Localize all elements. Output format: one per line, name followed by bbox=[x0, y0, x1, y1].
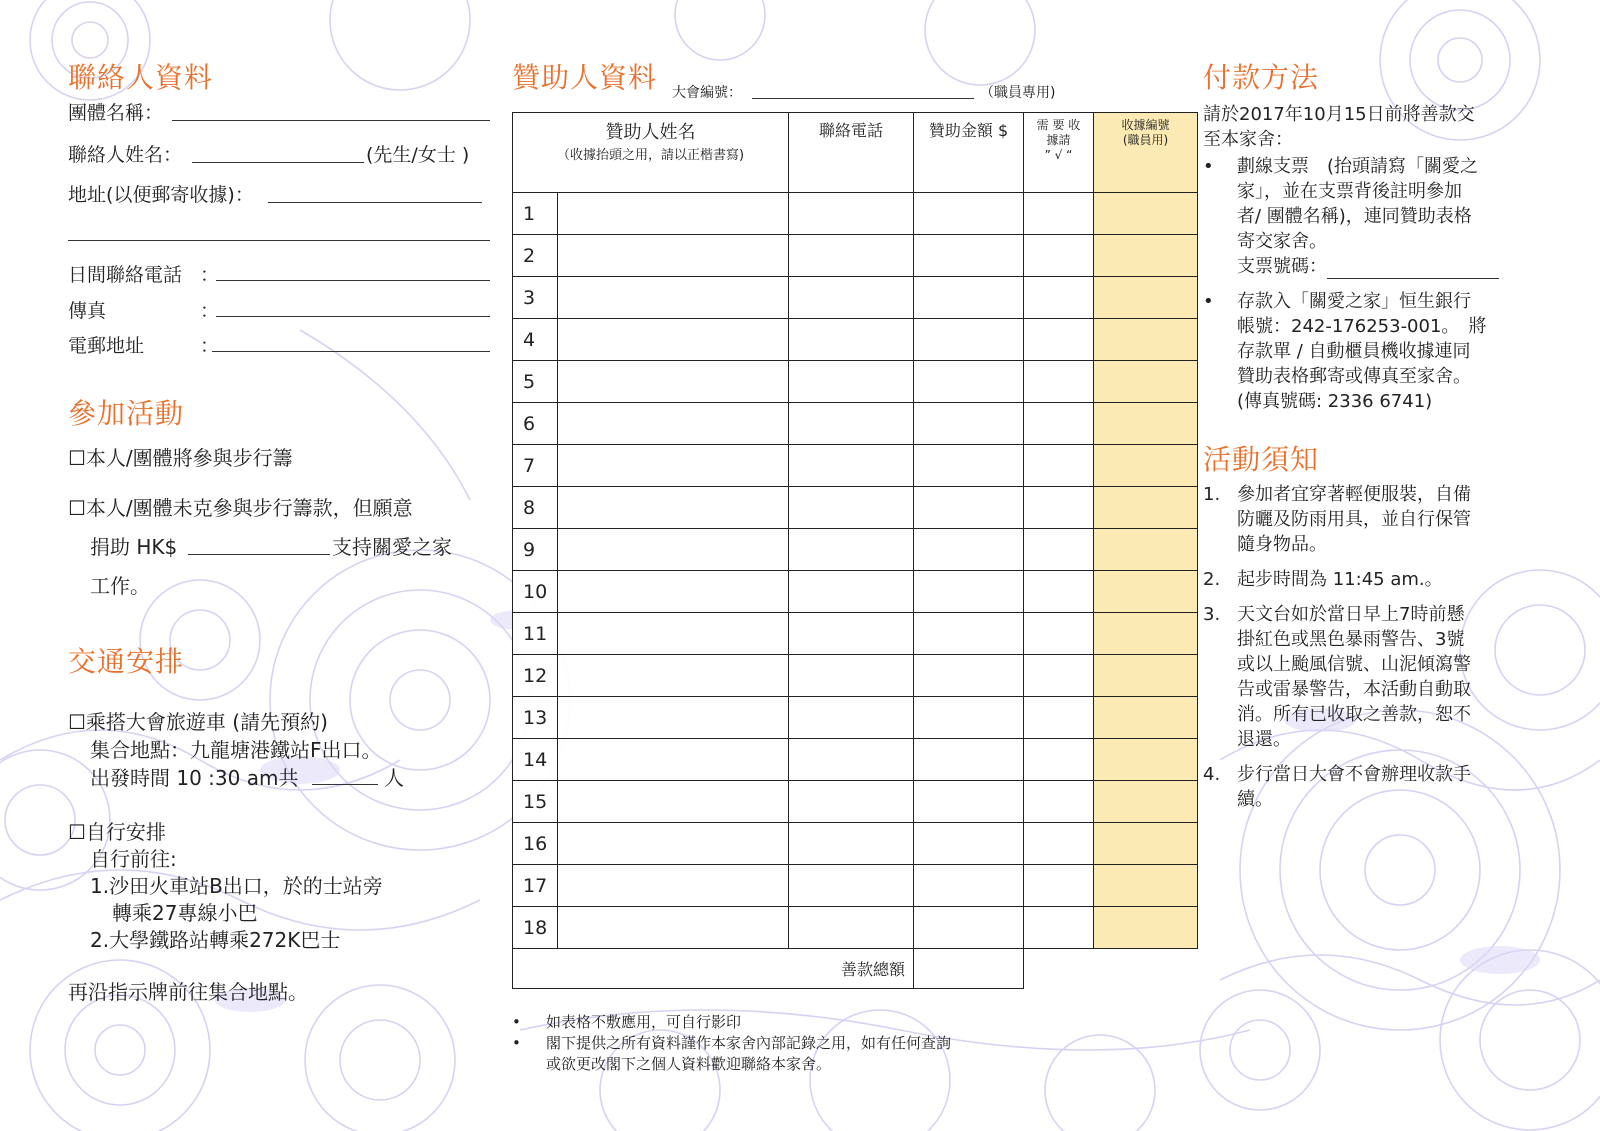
receipt-needed-cell[interactable] bbox=[1024, 571, 1094, 613]
notice-num: 2. bbox=[1203, 569, 1221, 590]
row-number: 8 bbox=[513, 487, 558, 529]
row-number: 14 bbox=[513, 739, 558, 781]
notice-num: 3. bbox=[1203, 604, 1221, 625]
receipt-needed-cell[interactable] bbox=[1024, 277, 1094, 319]
transport-final-note: 再沿指示牌前往集合地點。 bbox=[68, 980, 308, 1004]
notice-line: 步行當日大會不會辦理收款手 bbox=[1237, 764, 1471, 785]
sponsor-notes bbox=[512, 1012, 951, 1075]
row-number: 13 bbox=[513, 697, 558, 739]
sponsor-phone-cell[interactable] bbox=[789, 487, 914, 529]
col-amount-header: 贊助金額 $ bbox=[914, 113, 1024, 193]
receipt-needed-cell[interactable] bbox=[1024, 445, 1094, 487]
sponsor-phone-cell[interactable] bbox=[789, 193, 914, 235]
notice-item bbox=[1203, 482, 1533, 557]
receipt-needed-cell[interactable] bbox=[1024, 655, 1094, 697]
sponsor-amount-cell[interactable] bbox=[914, 277, 1024, 319]
sponsor-phone-cell[interactable] bbox=[789, 613, 914, 655]
col-name-note: （收據抬頭之用，請以正楷書寫) bbox=[556, 148, 745, 163]
table-row bbox=[513, 865, 1198, 907]
notice-item bbox=[1203, 567, 1533, 592]
receipt-needed-cell[interactable] bbox=[1024, 739, 1094, 781]
email-label: 電郵地址 bbox=[68, 335, 145, 357]
self-route-1a: 1.沙田火車站B出口，於的士站旁 bbox=[90, 874, 383, 898]
sponsor-phone-cell[interactable] bbox=[789, 529, 914, 571]
receipt-needed-cell[interactable] bbox=[1024, 865, 1094, 907]
row-number: 1 bbox=[513, 193, 558, 235]
table-row bbox=[513, 445, 1198, 487]
sponsor-phone-cell[interactable] bbox=[789, 865, 914, 907]
notice-line: 參加者宜穿著輕便服裝，自備 bbox=[1237, 484, 1471, 505]
activity-option-walk[interactable]: ☐本人/團體將參與步行籌 bbox=[68, 446, 293, 470]
receipt-no-cell bbox=[1094, 739, 1198, 781]
receipt-needed-cell[interactable] bbox=[1024, 781, 1094, 823]
receipt-no-cell bbox=[1094, 655, 1198, 697]
col-name-header bbox=[513, 113, 789, 193]
receipt-needed-cell[interactable] bbox=[1024, 235, 1094, 277]
sponsor-name-cell[interactable] bbox=[558, 529, 789, 571]
receipt-needed-cell[interactable] bbox=[1024, 613, 1094, 655]
row-number: 7 bbox=[513, 445, 558, 487]
address-field-1[interactable] bbox=[268, 182, 482, 203]
donate-amount-field[interactable] bbox=[188, 534, 330, 555]
cheque-line: 者/ 團體名稱)，連同贊助表格 bbox=[1237, 206, 1472, 227]
receipt-needed-cell[interactable] bbox=[1024, 907, 1094, 949]
receipt-no-cell bbox=[1094, 613, 1198, 655]
activity-option-donate[interactable]: ☐本人/團體未克參與步行籌款，但願意 bbox=[68, 496, 413, 520]
table-row bbox=[513, 193, 1198, 235]
sponsor-name-cell[interactable] bbox=[558, 907, 789, 949]
sponsor-amount-cell[interactable] bbox=[914, 823, 1024, 865]
table-row bbox=[513, 529, 1198, 571]
row-number: 17 bbox=[513, 865, 558, 907]
payment-title: 付款方法 bbox=[1203, 61, 1320, 94]
sponsor-phone-cell[interactable] bbox=[789, 823, 914, 865]
sponsor-name-cell[interactable] bbox=[558, 277, 789, 319]
bullet: • bbox=[1203, 156, 1214, 177]
cheque-number-label: 支票號碼： bbox=[1237, 256, 1327, 277]
col-receipt-no-line2: (職員用) bbox=[1122, 133, 1169, 147]
phone-colon: ： bbox=[200, 264, 220, 286]
deposit-line: 存款入「關愛之家」恒生銀行 bbox=[1237, 291, 1471, 312]
sponsor-note-2 bbox=[512, 1033, 951, 1054]
contact-name-suffix: (先生/女士 ) bbox=[366, 144, 470, 166]
row-number: 9 bbox=[513, 529, 558, 571]
row-number: 6 bbox=[513, 403, 558, 445]
ref-label: 大會編號： bbox=[672, 85, 742, 101]
receipt-no-cell bbox=[1094, 193, 1198, 235]
notice-line: 天文台如於當日早上7時前懸 bbox=[1237, 604, 1465, 625]
receipt-no-cell bbox=[1094, 277, 1198, 319]
sponsor-name-cell[interactable] bbox=[558, 739, 789, 781]
row-number: 16 bbox=[513, 823, 558, 865]
transport-title: 交通安排 bbox=[68, 645, 185, 678]
notice-line: 退還。 bbox=[1237, 729, 1291, 750]
activity-title: 參加活動 bbox=[68, 397, 185, 430]
sponsor-amount-cell[interactable] bbox=[914, 739, 1024, 781]
self-to-label: 自行前往: bbox=[90, 847, 177, 871]
sponsor-phone-cell[interactable] bbox=[789, 697, 914, 739]
email-field[interactable] bbox=[212, 331, 490, 352]
row-number: 4 bbox=[513, 319, 558, 361]
org-name-field[interactable] bbox=[172, 100, 490, 121]
email-colon: ： bbox=[200, 335, 220, 357]
row-number: 10 bbox=[513, 571, 558, 613]
sponsor-phone-cell[interactable] bbox=[789, 571, 914, 613]
total-amount-cell[interactable] bbox=[914, 949, 1024, 989]
sponsor-amount-cell[interactable] bbox=[914, 865, 1024, 907]
sponsor-name-cell[interactable] bbox=[558, 361, 789, 403]
fax-colon: ： bbox=[200, 300, 220, 322]
transport-self-option[interactable]: ☐自行安排 bbox=[68, 820, 166, 844]
sponsor-name-cell[interactable] bbox=[558, 235, 789, 277]
bullet: • bbox=[512, 1034, 521, 1052]
receipt-no-cell bbox=[1094, 403, 1198, 445]
sponsor-amount-cell[interactable] bbox=[914, 697, 1024, 739]
payment-intro-1: 請於2017年10月15日前將善款交 bbox=[1203, 104, 1475, 125]
sponsor-name-cell[interactable] bbox=[558, 445, 789, 487]
sponsor-phone-cell[interactable] bbox=[789, 739, 914, 781]
table-row bbox=[513, 613, 1198, 655]
address-field-2[interactable] bbox=[68, 220, 490, 241]
receipt-no-cell bbox=[1094, 907, 1198, 949]
notice-line: 隨身物品。 bbox=[1237, 534, 1327, 555]
contact-name-label: 聯絡人姓名： bbox=[68, 144, 183, 166]
sponsor-phone-cell[interactable] bbox=[789, 445, 914, 487]
row-number: 15 bbox=[513, 781, 558, 823]
table-row bbox=[513, 571, 1198, 613]
receipt-needed-cell[interactable] bbox=[1024, 487, 1094, 529]
deposit-line: 存款單 / 自動櫃員機收據連同 bbox=[1237, 341, 1471, 362]
receipt-needed-cell[interactable] bbox=[1024, 697, 1094, 739]
notice-line: 防曬及防雨用具，並自行保管 bbox=[1237, 509, 1471, 530]
donate-suffix: 支持關愛之家 bbox=[332, 535, 452, 559]
notice-line: 告或雷暴警告，本活動自動取 bbox=[1237, 679, 1471, 700]
self-route-2: 2.大學鐵路站轉乘272K巴士 bbox=[90, 928, 341, 952]
receipt-no-cell bbox=[1094, 697, 1198, 739]
table-row bbox=[513, 781, 1198, 823]
deposit-line: (傳真號碼: 2336 6741) bbox=[1237, 391, 1433, 412]
note-text: 如表格不敷應用，可自行影印 bbox=[546, 1013, 742, 1031]
notice-line: 續。 bbox=[1237, 789, 1273, 810]
sponsor-amount-cell[interactable] bbox=[914, 781, 1024, 823]
notice-title: 活動須知 bbox=[1203, 443, 1320, 476]
sponsor-title: 贊助人資料 bbox=[512, 61, 658, 94]
sponsor-note-1 bbox=[512, 1012, 951, 1033]
donate-prefix: 捐助 HK$ bbox=[90, 535, 178, 559]
sponsor-amount-cell[interactable] bbox=[914, 403, 1024, 445]
sponsor-amount-cell[interactable] bbox=[914, 571, 1024, 613]
receipt-no-cell bbox=[1094, 865, 1198, 907]
table-row bbox=[513, 697, 1198, 739]
fax-field[interactable] bbox=[216, 296, 490, 317]
sponsor-phone-cell[interactable] bbox=[789, 781, 914, 823]
row-number: 3 bbox=[513, 277, 558, 319]
sponsor-phone-cell[interactable] bbox=[789, 361, 914, 403]
table-row bbox=[513, 487, 1198, 529]
receipt-needed-cell[interactable] bbox=[1024, 361, 1094, 403]
table-row bbox=[513, 319, 1198, 361]
receipt-needed-cell[interactable] bbox=[1024, 403, 1094, 445]
sponsor-name-cell[interactable] bbox=[558, 193, 789, 235]
payment-section bbox=[1203, 102, 1533, 414]
table-row bbox=[513, 361, 1198, 403]
bullet: • bbox=[1203, 291, 1214, 312]
note-text: 閣下提供之所有資料謹作本家舍內部記錄之用，如有任何查詢 bbox=[546, 1034, 952, 1052]
self-route-1b: 轉乘27專線小巴 bbox=[112, 901, 258, 925]
sponsor-table bbox=[512, 112, 1198, 989]
col-receipt-line2: 據請 bbox=[1046, 133, 1071, 147]
receipt-no-cell bbox=[1094, 319, 1198, 361]
org-name-label: 團體名稱： bbox=[68, 102, 164, 124]
notice-line: 起步時間為 11:45 am.。 bbox=[1237, 569, 1443, 590]
sponsor-phone-cell[interactable] bbox=[789, 655, 914, 697]
receipt-no-cell bbox=[1094, 571, 1198, 613]
sponsor-name-cell[interactable] bbox=[558, 781, 789, 823]
ref-field[interactable] bbox=[752, 80, 974, 99]
sponsor-amount-cell[interactable] bbox=[914, 613, 1024, 655]
col-name-label: 贊助人姓名 bbox=[605, 122, 696, 143]
sponsor-name-cell[interactable] bbox=[558, 487, 789, 529]
transport-bus-option[interactable]: ☐乘搭大會旅遊車 (請先預約) bbox=[68, 710, 328, 734]
cheque-line: 寄交家舍。 bbox=[1237, 231, 1327, 252]
notice-num: 4. bbox=[1203, 764, 1221, 785]
sponsor-amount-cell[interactable] bbox=[914, 193, 1024, 235]
contact-name-field[interactable] bbox=[192, 142, 364, 163]
notice-item bbox=[1203, 602, 1533, 752]
notice-line: 消。所有已收取之善款，恕不 bbox=[1237, 704, 1471, 725]
table-row bbox=[513, 403, 1198, 445]
receipt-no-cell bbox=[1094, 781, 1198, 823]
payment-method-cheque bbox=[1203, 154, 1533, 279]
row-number: 5 bbox=[513, 361, 558, 403]
sponsor-name-cell[interactable] bbox=[558, 403, 789, 445]
row-number: 18 bbox=[513, 907, 558, 949]
row-number: 2 bbox=[513, 235, 558, 277]
notice-num: 1. bbox=[1203, 484, 1221, 505]
notice-item bbox=[1203, 762, 1533, 812]
payment-intro-2: 至本家舍： bbox=[1203, 129, 1293, 150]
total-row bbox=[513, 949, 1198, 989]
sponsor-table-header bbox=[513, 113, 1198, 193]
contact-title: 聯絡人資料 bbox=[68, 61, 214, 94]
sponsor-phone-cell[interactable] bbox=[789, 277, 914, 319]
cheque-line: 家」，並在支票背後註明參加 bbox=[1237, 181, 1462, 202]
phone-label: 日間聯絡電話 bbox=[68, 264, 183, 286]
sponsor-phone-cell[interactable] bbox=[789, 319, 914, 361]
cheque-number-row bbox=[1237, 254, 1533, 279]
sponsor-amount-cell[interactable] bbox=[914, 445, 1024, 487]
bullet: • bbox=[512, 1013, 521, 1031]
sponsor-name-cell[interactable] bbox=[558, 865, 789, 907]
table-row bbox=[513, 235, 1198, 277]
sponsor-name-cell[interactable] bbox=[558, 697, 789, 739]
col-receipt-header bbox=[1024, 113, 1094, 193]
sponsor-amount-cell[interactable] bbox=[914, 487, 1024, 529]
table-row bbox=[513, 277, 1198, 319]
sponsor-name-cell[interactable] bbox=[558, 571, 789, 613]
fax-label: 傳真 bbox=[68, 300, 107, 322]
cheque-line: 劃線支票 (抬頭請寫「關愛之 bbox=[1237, 156, 1479, 177]
col-receipt-no-line1: 收據編號 bbox=[1121, 118, 1170, 132]
cheque-number-field[interactable] bbox=[1327, 258, 1499, 279]
sponsor-amount-cell[interactable] bbox=[914, 907, 1024, 949]
bus-meeting-point: 集合地點：九龍塘港鐵站F出口。 bbox=[90, 738, 382, 762]
deposit-line: 帳號：242-176253-001。 將 bbox=[1237, 316, 1487, 337]
sponsor-name-cell[interactable] bbox=[558, 319, 789, 361]
table-row bbox=[513, 823, 1198, 865]
phone-field[interactable] bbox=[216, 260, 490, 281]
sponsor-name-cell[interactable] bbox=[558, 823, 789, 865]
address-label: 地址(以便郵寄收據)： bbox=[68, 184, 254, 206]
ref-note: （職員專用) bbox=[980, 85, 1056, 101]
receipt-no-cell bbox=[1094, 361, 1198, 403]
sponsor-name-cell[interactable] bbox=[558, 613, 789, 655]
col-receipt-line3: ” √ “ bbox=[1044, 148, 1073, 162]
total-label: 善款總額 bbox=[513, 949, 914, 989]
sponsor-phone-cell[interactable] bbox=[789, 907, 914, 949]
notice-list bbox=[1203, 482, 1533, 812]
payment-method-deposit bbox=[1203, 289, 1533, 414]
sponsor-name-cell[interactable] bbox=[558, 655, 789, 697]
receipt-no-cell bbox=[1094, 445, 1198, 487]
bus-time-prefix: 出發時間 10 :30 am共 bbox=[90, 766, 299, 790]
row-number: 12 bbox=[513, 655, 558, 697]
receipt-needed-cell[interactable] bbox=[1024, 193, 1094, 235]
receipt-no-cell bbox=[1094, 487, 1198, 529]
row-number: 11 bbox=[513, 613, 558, 655]
bus-headcount-field[interactable] bbox=[312, 764, 378, 785]
sponsor-amount-cell[interactable] bbox=[914, 655, 1024, 697]
sponsor-phone-cell[interactable] bbox=[789, 403, 914, 445]
sponsor-note-2-cont: 或欲更改閣下之個人資料歡迎聯絡本家舍。 bbox=[546, 1055, 832, 1073]
receipt-no-cell bbox=[1094, 529, 1198, 571]
sponsor-amount-cell[interactable] bbox=[914, 319, 1024, 361]
receipt-needed-cell[interactable] bbox=[1024, 529, 1094, 571]
org-name-row bbox=[68, 98, 163, 125]
donate-line3: 工作。 bbox=[90, 574, 150, 598]
table-row bbox=[513, 655, 1198, 697]
sponsor-phone-cell[interactable] bbox=[789, 235, 914, 277]
receipt-no-cell bbox=[1094, 235, 1198, 277]
table-row bbox=[513, 907, 1198, 949]
receipt-needed-cell[interactable] bbox=[1024, 823, 1094, 865]
bus-time-suffix: 人 bbox=[384, 766, 404, 790]
col-phone-header: 聯絡電話 bbox=[789, 113, 914, 193]
table-row bbox=[513, 739, 1198, 781]
receipt-no-cell bbox=[1094, 823, 1198, 865]
notice-line: 掛紅色或黑色暴雨警告、3號 bbox=[1237, 629, 1465, 650]
notice-line: 或以上颱風信號、山泥傾瀉警 bbox=[1237, 654, 1471, 675]
col-receipt-no-header bbox=[1094, 113, 1198, 193]
sponsor-amount-cell[interactable] bbox=[914, 529, 1024, 571]
deposit-line: 贊助表格郵寄或傳真至家舍。 bbox=[1237, 366, 1471, 387]
sponsor-amount-cell[interactable] bbox=[914, 361, 1024, 403]
col-receipt-line1: 需 要 收 bbox=[1036, 118, 1081, 132]
sponsor-amount-cell[interactable] bbox=[914, 235, 1024, 277]
receipt-needed-cell[interactable] bbox=[1024, 319, 1094, 361]
total-empty bbox=[1024, 949, 1198, 989]
